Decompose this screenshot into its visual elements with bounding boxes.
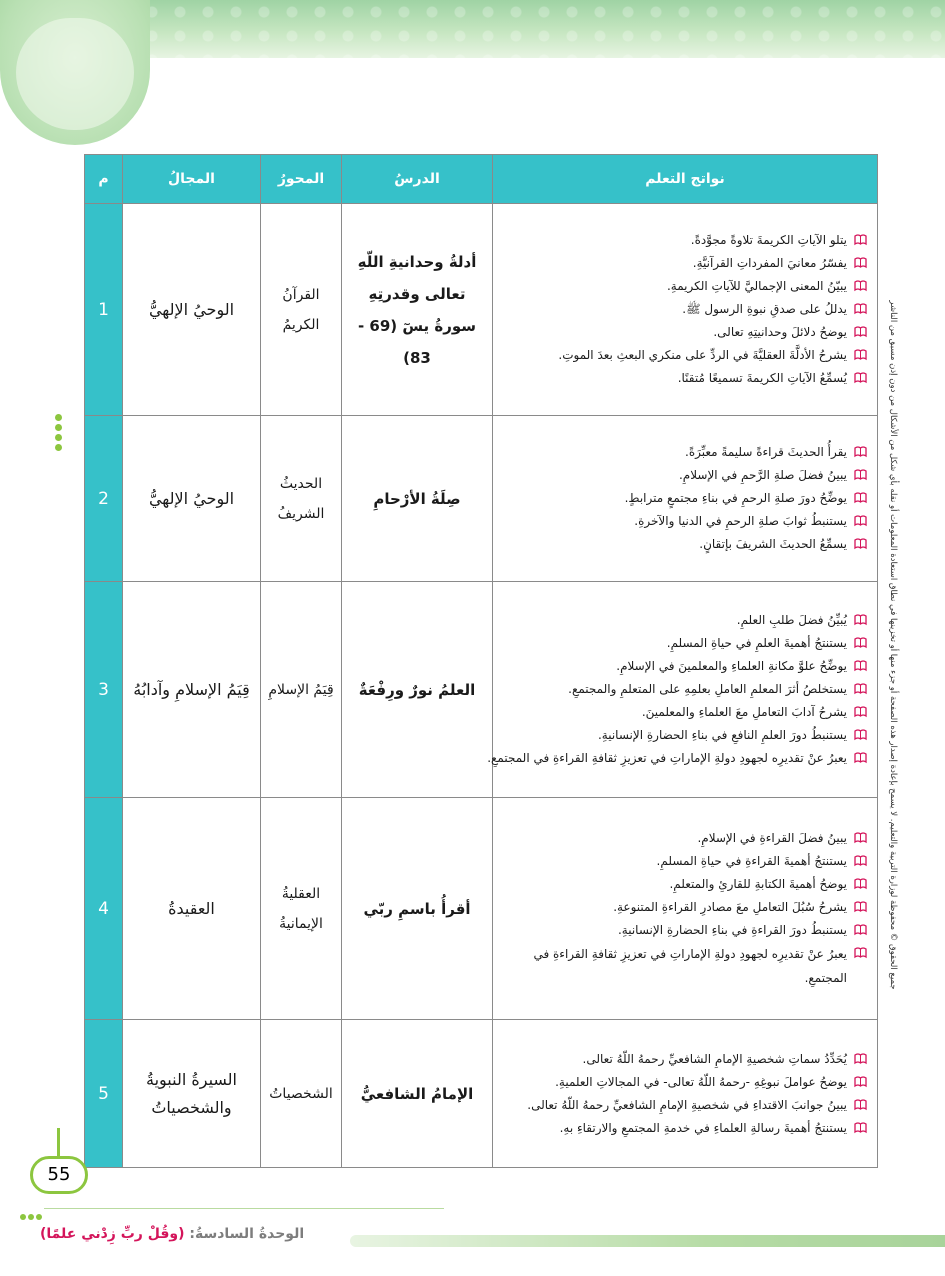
outcome-item bbox=[501, 275, 867, 298]
outcome-item bbox=[501, 510, 867, 533]
outcome-text: يتلو الآياتِ الكريمةَ تلاوةً مجوَّدةً. bbox=[690, 233, 847, 247]
outcome-item bbox=[501, 850, 867, 873]
bottom-dots-ornament bbox=[20, 1205, 44, 1224]
footer-fade bbox=[350, 1235, 945, 1247]
book-bullet-icon bbox=[854, 372, 867, 384]
domain-cell bbox=[123, 1020, 261, 1168]
row-number-cell bbox=[85, 582, 123, 798]
outcome-item bbox=[501, 827, 867, 850]
table-body bbox=[85, 204, 878, 1168]
outcome-text: يوضحُ عواملَ نبوغِهِ -رحمهُ اللّهُ تعالى- في المجالاتِ العلميةِ. bbox=[555, 1074, 847, 1089]
book-bullet-icon bbox=[854, 729, 867, 741]
axis-cell bbox=[261, 1020, 342, 1168]
row-number-cell-text: 5 bbox=[98, 1083, 109, 1104]
row-number-cell-text: 1 bbox=[98, 299, 109, 320]
book-bullet-icon bbox=[854, 469, 867, 481]
outcome-item bbox=[501, 701, 867, 724]
table-row bbox=[85, 204, 878, 416]
outcomes-list bbox=[501, 229, 867, 390]
outcome-item bbox=[501, 367, 867, 390]
outcome-item bbox=[501, 1071, 867, 1094]
footer-unit-label: الوحدةُ السادسةُ: bbox=[189, 1226, 305, 1242]
outcome-text: يستنتجُ أهميةَ رسالةِ العلماءِ في خدمةِ المجتمعِ والارتقاءِ بهِ. bbox=[559, 1120, 847, 1135]
outcome-text: يسمِّعُ الحديثَ الشريفَ بإتقانٍ. bbox=[699, 537, 847, 551]
table-row bbox=[85, 1020, 878, 1168]
table-row bbox=[85, 416, 878, 582]
book-bullet-icon bbox=[854, 878, 867, 890]
book-bullet-icon bbox=[854, 446, 867, 458]
copyright-notice bbox=[885, 300, 901, 990]
outcome-item bbox=[501, 942, 867, 990]
outcome-text: يعبرُ عنْ تقديرِه لجهودِ دولةِ الإماراتِ في تعزيزِ ثقافةِ القراءةِ في المجتمعِ. bbox=[533, 947, 847, 985]
outcome-item bbox=[501, 1094, 867, 1117]
domain-cell bbox=[123, 798, 261, 1020]
dome-inner bbox=[16, 18, 134, 130]
outcomes-list bbox=[487, 609, 867, 770]
outcomes-cell bbox=[493, 204, 878, 416]
row-number-cell-text: 3 bbox=[98, 679, 109, 700]
lesson-cell bbox=[342, 204, 493, 416]
lesson-cell bbox=[342, 1020, 493, 1168]
book-bullet-icon bbox=[854, 924, 867, 936]
outcome-item bbox=[501, 1117, 867, 1140]
axis-cell-text: القرآنُ الكريمُ bbox=[282, 286, 320, 333]
outcome-text: يُحَدِّدُ سماتِ شخصيةِ الإمامِ الشافعيِّ رحمهُ اللّهُ تعالى. bbox=[582, 1051, 847, 1066]
outcome-item bbox=[501, 873, 867, 896]
row-number-cell bbox=[85, 204, 123, 416]
book-bullet-icon bbox=[854, 1076, 867, 1088]
page-number: 55 bbox=[47, 1164, 71, 1185]
outcome-text: يدللُ على صدقِ نبوةِ الرسول ﷺ. bbox=[682, 302, 847, 316]
dot bbox=[36, 1214, 42, 1220]
outcome-text: يوضِّحُ علوَّ مكانةِ العلماءِ والمعلمينَ في الإسلامِ. bbox=[616, 659, 847, 673]
lesson-cell-text: صِلَةُ الأرْحامِ bbox=[373, 489, 461, 508]
outcome-item bbox=[501, 321, 867, 344]
outcomes-list bbox=[501, 441, 867, 556]
book-bullet-icon bbox=[854, 515, 867, 527]
domain-cell-text: السيرةُ النبويةُ والشخصياتُ bbox=[146, 1069, 237, 1117]
lesson-cell-text: العلمُ نورٌ ورِفْعَةٌ bbox=[358, 680, 476, 699]
row-number-cell bbox=[85, 416, 123, 582]
book-bullet-icon bbox=[854, 947, 867, 959]
book-bullet-icon bbox=[854, 349, 867, 361]
dot bbox=[28, 1214, 34, 1220]
outcome-item bbox=[501, 252, 867, 275]
outcome-item bbox=[501, 1048, 867, 1071]
book-bullet-icon bbox=[854, 832, 867, 844]
outcome-item bbox=[487, 747, 867, 770]
outcome-item bbox=[501, 655, 867, 678]
outcome-item bbox=[501, 344, 867, 367]
outcomes-list bbox=[501, 1048, 867, 1140]
outcome-item bbox=[501, 609, 867, 632]
outcome-text: يُسمِّعُ الآياتِ الكريمةَ تسميعًا مُتقنًا. bbox=[677, 371, 847, 385]
outcome-item bbox=[501, 441, 867, 464]
lesson-cell-text: أقرأُ باسمِ ربّي bbox=[363, 899, 471, 918]
book-bullet-icon bbox=[854, 326, 867, 338]
outcome-text: يبينُ فضلَ القراءةِ في الإسلامِ. bbox=[697, 831, 847, 845]
outcome-text: يبينُ جوانبَ الاقتداءِ في شخصيةِ الإمامِ الشافعيِّ رحمهُ اللّهُ تعالى. bbox=[527, 1097, 847, 1112]
table-header-row bbox=[85, 155, 878, 204]
dome-ornament bbox=[0, 0, 150, 145]
outcome-text: يشرحُ سُبُلَ التعاملِ معَ مصادرِ القراءةِ المتنوعةِ. bbox=[613, 900, 847, 914]
copyright-text: جميع الحقوق © محفوظة لوزارة التربية والتعليم. لا يسمح بإعادة إصدار هذه الصفحة أو جزء منها أو تخزينها في نطاق استعادة المعلومات أو نقله بأي شكل من الأشكال من دون إذن مسبق من الناشر bbox=[888, 300, 898, 990]
page-number-badge bbox=[30, 1156, 88, 1194]
outcome-item bbox=[501, 919, 867, 942]
outcome-item bbox=[501, 533, 867, 556]
outcomes-cell bbox=[493, 416, 878, 582]
outcome-item bbox=[501, 464, 867, 487]
book-bullet-icon bbox=[854, 683, 867, 695]
book-bullet-icon bbox=[854, 901, 867, 913]
outcome-text: يستنتجُ أهميةَ القراءةِ في حياةِ المسلمِ. bbox=[656, 854, 847, 868]
outcome-text: يعبرُ عنْ تقديرِه لجهودِ دولةِ الإماراتِ في تعزيزِ ثقافةِ القراءةِ في المجتمعِ. bbox=[487, 751, 847, 765]
book-bullet-icon bbox=[854, 1099, 867, 1111]
footer-quote: (وقُلْ ربِّ زِدْني علمًا) bbox=[40, 1226, 185, 1242]
lesson-cell-text: الإمامُ الشافعيُّ bbox=[360, 1084, 474, 1103]
domain-cell bbox=[123, 204, 261, 416]
outcomes-cell bbox=[487, 582, 878, 798]
outcome-text: يوضحُ أهميةَ الكتابةِ للقارئِ والمتعلمِ. bbox=[669, 877, 847, 891]
dot bbox=[55, 414, 62, 421]
dot bbox=[55, 424, 62, 431]
bottom-divider bbox=[44, 1208, 444, 1209]
book-bullet-icon bbox=[854, 303, 867, 315]
table-row bbox=[85, 798, 878, 1020]
outcome-text: يبينُ فضلَ صلةِ الرَّحمِ في الإسلامِ. bbox=[678, 468, 847, 482]
row-number-cell-text: 4 bbox=[98, 898, 109, 919]
header-num: م bbox=[85, 155, 123, 204]
lesson-cell bbox=[342, 416, 493, 582]
outcome-item bbox=[501, 487, 867, 510]
curriculum-table-wrapper bbox=[85, 154, 878, 1168]
outcome-text: يفسّرُ معانيَ المفرداتِ القرآنيَّةِ. bbox=[692, 256, 847, 270]
book-bullet-icon bbox=[854, 280, 867, 292]
dot bbox=[55, 434, 62, 441]
curriculum-table bbox=[84, 154, 878, 1168]
outcome-text: يستنبطُ ثوابَ صلةِ الرحمِ في الدنيا والآخرةِ. bbox=[634, 514, 847, 528]
book-bullet-icon bbox=[854, 257, 867, 269]
outcomes-cell bbox=[493, 1020, 878, 1168]
book-bullet-icon bbox=[854, 637, 867, 649]
outcome-text: يوضحُ دلائلَ وحدانيتِهِ تعالى. bbox=[713, 325, 847, 339]
outcome-text: يوضِّحُ دورَ صلةِ الرحمِ في بناءِ مجتمعٍ مترابطٍ. bbox=[624, 491, 847, 505]
lesson-cell bbox=[342, 798, 493, 1020]
row-number-cell bbox=[85, 798, 123, 1020]
header-outcomes: نواتج التعلم bbox=[493, 155, 878, 204]
domain-cell bbox=[123, 582, 261, 798]
footer-title bbox=[40, 1226, 304, 1242]
axis-cell bbox=[261, 798, 342, 1020]
book-bullet-icon bbox=[854, 706, 867, 718]
outcome-item bbox=[501, 632, 867, 655]
outcome-item bbox=[501, 678, 867, 701]
book-bullet-icon bbox=[854, 855, 867, 867]
book-bullet-icon bbox=[854, 1122, 867, 1134]
book-bullet-icon bbox=[854, 492, 867, 504]
row-number-cell-text: 2 bbox=[98, 488, 109, 509]
outcome-item bbox=[501, 298, 867, 321]
outcome-text: يشرحُ آدابَ التعاملِ معَ العلماءِ والمعلمينَ. bbox=[641, 705, 847, 719]
lesson-cell-text: أدلةُ وحدانيةِ اللّهِ تعالى وقدرتِهِ سورةُ يسٓ (69 - 83) bbox=[357, 252, 477, 367]
outcome-item bbox=[501, 724, 867, 747]
outcome-text: يشرحُ الأدلَّةَ العقليَّةَ في الردِّ على منكري البعثِ بعدَ الموتِ. bbox=[558, 348, 847, 362]
lesson-cell bbox=[342, 582, 493, 798]
header-lesson: الدرسُ bbox=[342, 155, 493, 204]
axis-cell-text: قِيَمُ الإسلامِ bbox=[268, 681, 334, 698]
axis-cell bbox=[261, 204, 342, 416]
book-bullet-icon bbox=[854, 234, 867, 246]
axis-cell bbox=[261, 416, 342, 582]
outcome-text: يبيّنُ المعنى الإجماليَّ للآياتِ الكريمةِ. bbox=[666, 279, 847, 293]
domain-cell bbox=[123, 416, 261, 582]
axis-cell-text: الحديثُ الشريفُ bbox=[277, 475, 325, 522]
outcome-item bbox=[501, 896, 867, 919]
row-number-cell bbox=[85, 1020, 123, 1168]
book-bullet-icon bbox=[854, 660, 867, 672]
header-axis: المحورُ bbox=[261, 155, 342, 204]
domain-cell-text: العقيدةُ bbox=[168, 898, 215, 918]
badge-stem bbox=[57, 1128, 60, 1156]
axis-cell-text: العقليةُ الإيمانيةُ bbox=[279, 885, 323, 932]
axis-cell-text: الشخصياتُ bbox=[269, 1085, 333, 1102]
axis-cell bbox=[261, 582, 342, 798]
outcome-text: يُبيِّنُ فضلَ طلبِ العلمِ. bbox=[736, 613, 847, 627]
header-domain: المجالُ bbox=[123, 155, 261, 204]
dot bbox=[20, 1214, 26, 1220]
outcome-text: يستنبطُ دورَ القراءةِ في بناءِ الحضارةِ الإنسانيةِ. bbox=[617, 923, 847, 937]
outcomes-list bbox=[501, 827, 867, 990]
outcomes-cell bbox=[493, 798, 878, 1020]
outcome-item bbox=[501, 229, 867, 252]
domain-cell-text: قِيَمُ الإسلامِ وآدابُهُ bbox=[133, 679, 250, 699]
book-bullet-icon bbox=[854, 1053, 867, 1065]
domain-cell-text: الوحيُ الإلهيُّ bbox=[148, 488, 235, 508]
outcome-text: يقرأُ الحديثَ قراءةً سليمةً معبِّرَةً. bbox=[685, 445, 847, 459]
dot bbox=[55, 444, 62, 451]
outcome-text: يستنتجُ أهميةَ العلمِ في حياةِ المسلمِ. bbox=[666, 636, 847, 650]
book-bullet-icon bbox=[854, 538, 867, 550]
outcome-text: يستنبطُ دورَ العلمِ النافعِ في بناءِ الحضارةِ الإنسانيةِ. bbox=[597, 728, 847, 742]
book-bullet-icon bbox=[854, 614, 867, 626]
table-row bbox=[85, 582, 878, 798]
side-dots-ornament bbox=[52, 414, 62, 454]
outcome-text: يستخلصُ أثرَ المعلمِ العاملِ بعلمِهِ على المتعلمِ والمجتمعِ. bbox=[568, 682, 847, 696]
domain-cell-text: الوحيُ الإلهيُّ bbox=[148, 299, 235, 319]
book-bullet-icon bbox=[854, 752, 867, 764]
